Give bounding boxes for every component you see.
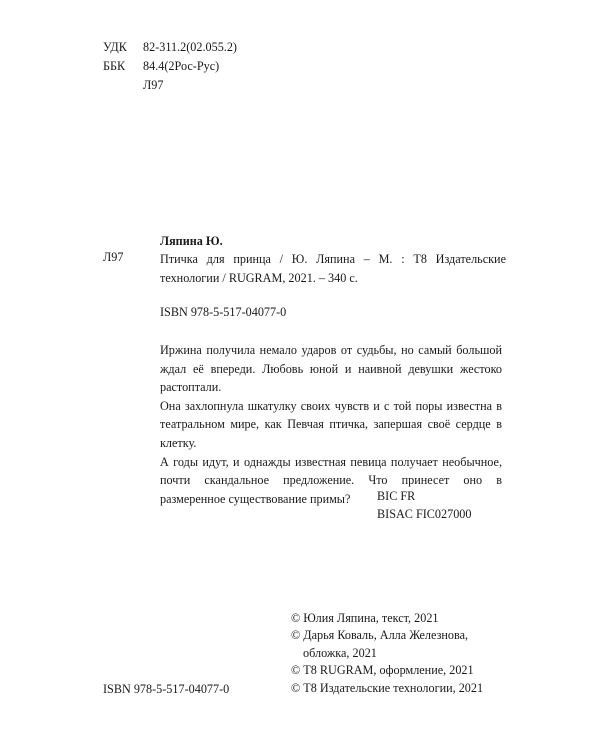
- bbk-value: 84.4(2Рос-Рус): [143, 59, 220, 73]
- isbn-entry: ISBN 978-5-517-04077-0: [160, 305, 287, 319]
- udk-row: [103, 38, 237, 57]
- udk-value: 82-311.2(02.055.2): [143, 40, 237, 54]
- bibliographic-title: Птичка для принца / Ю. Ляпина – М. : Т8 Издательские технологии / RUGRAM, 2021. – 340 с.: [160, 252, 506, 285]
- bic-code: BIC FR: [377, 489, 416, 503]
- author-heading: Ляпина Ю.: [160, 234, 223, 248]
- copyright-line: © Юлия Ляпина, текст, 2021: [291, 611, 439, 625]
- annotation-paragraph: Иржина получила немало ударов от судьбы, но самый большой ждал её впереди. Любовь юной и наивной девушки жестоко растоптали.: [160, 343, 502, 395]
- cutter-code-row: [103, 76, 237, 95]
- classification-codes: [103, 38, 237, 95]
- annotation-paragraph: А годы идут, и однажды известная певица получает необычное, почти скандальное предложение. Что принесет оно в размеренное существование примы?: [160, 454, 502, 506]
- bbk-row: [103, 57, 237, 76]
- cutter-code: Л97: [143, 78, 164, 92]
- copyright-line: © Т8 RUGRAM, оформление, 2021: [291, 663, 474, 678]
- udk-label: УДК: [103, 40, 127, 54]
- copyright-line: © Дарья Коваль, Алла Железнова,: [291, 628, 469, 643]
- bisac-code: BISAC FIC027000: [377, 507, 472, 521]
- copyright-line-continued: обложка, 2021: [303, 645, 377, 660]
- footer-isbn: ISBN 978-5-517-04077-0: [103, 682, 230, 696]
- cutter-mark: Л97: [103, 250, 124, 264]
- annotation-paragraph: Она захлопнула шкатулку своих чувств и с той поры известна в театральном мире, как Певчая птичка, запершая своё сердце в клетку.: [160, 398, 502, 450]
- annotation: [160, 341, 502, 508]
- bbk-label: ББК: [103, 59, 126, 73]
- copyright-block: [291, 610, 483, 697]
- copyright-line: © Т8 Издательские технологии, 2021: [291, 680, 484, 695]
